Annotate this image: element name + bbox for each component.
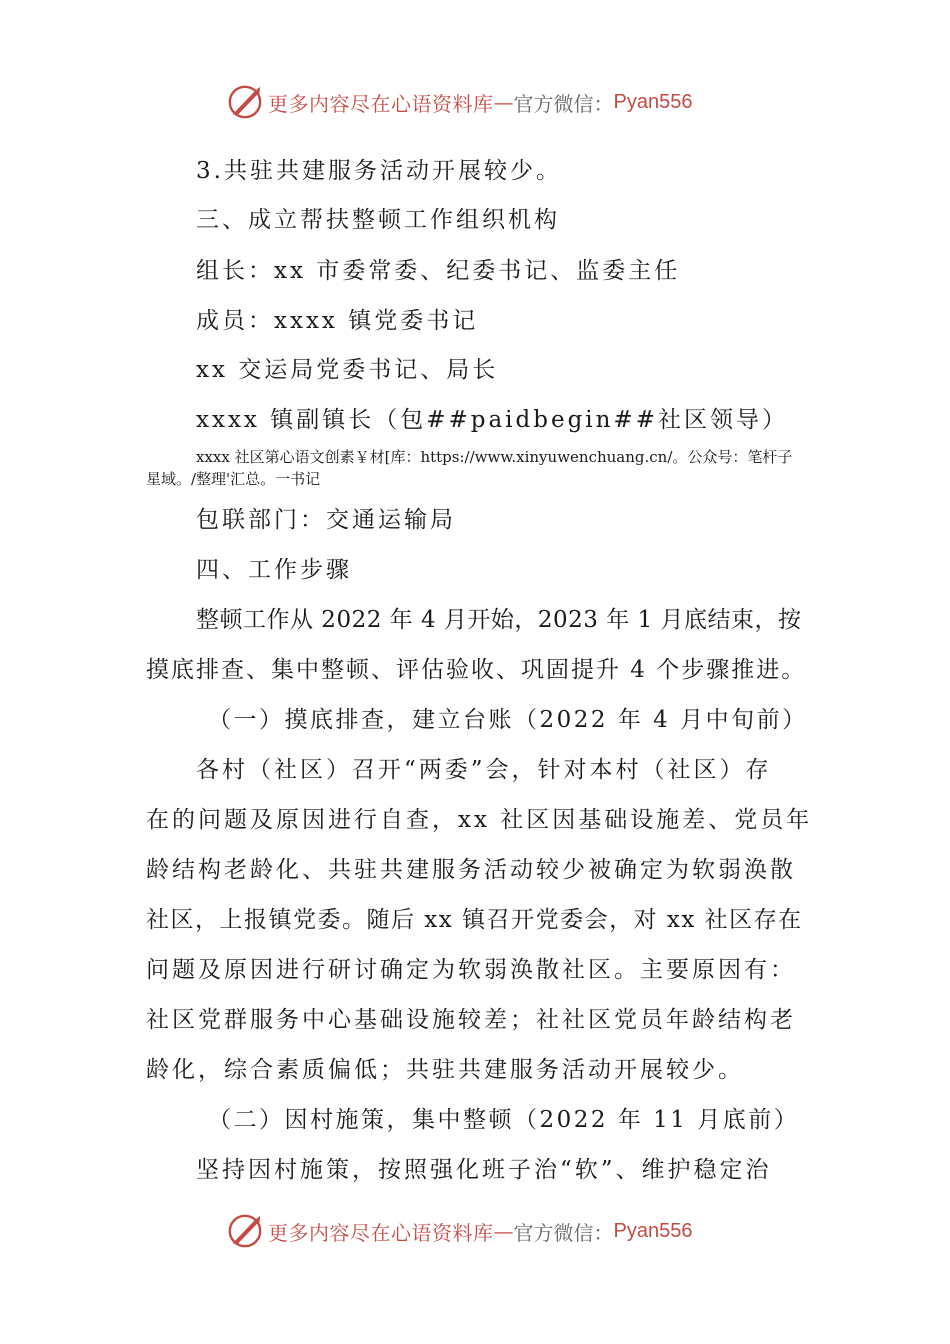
watermark-separator: — (493, 90, 514, 114)
section-heading: 三、成立帮扶整顿工作组织机构 (196, 207, 560, 233)
watermark-wechat-id: Pyan556 (613, 90, 693, 113)
watermark-text: 更多内容尽在心语资料库 (268, 91, 494, 116)
paragraph-line: 问题及原因进行研讨确定为软弱涣散社区。主要原因有： (146, 957, 796, 983)
watermark-banner-bottom (226, 1211, 746, 1251)
subsection-heading: （二）因村施策，集中整顿（2022 年 11 月底前） (208, 1107, 800, 1133)
paragraph-line: 坚持因村施策，按照强化班子治“软”、维护稳定治 (196, 1157, 772, 1183)
quill-logo-icon (226, 1212, 264, 1250)
paragraph-line: 社区党群服务中心基础设施较差；社社区党员年龄结构老 (146, 1007, 796, 1033)
watermark-wechat-label: 官方微信： (513, 1220, 614, 1245)
watermark-banner-top (226, 82, 746, 122)
watermark-wechat-label: 官方微信： (513, 91, 614, 116)
section-heading: 四、工作步骤 (196, 557, 352, 583)
text-line: xxxx 镇副镇长（包##paidbegin##社区领导） (196, 407, 789, 433)
text-line: 3.共驻共建服务活动开展较少。 (196, 158, 562, 184)
text-line: 包联部门：交通运输局 (196, 507, 456, 533)
text-line: xx 交运局党委书记、局长 (196, 357, 499, 383)
source-note-line: 星域。/整理'汇总。一书记 (146, 470, 321, 488)
subsection-heading: （一）摸底排查，建立台账（2022 年 4 月中旬前） (208, 707, 808, 733)
paragraph-line: 摸底排查、集中整顿、评估验收、巩固提升 4 个步骤推进。 (146, 657, 807, 683)
quill-logo-icon (226, 83, 264, 121)
paragraph-line: 社区，上报镇党委。随后 xx 镇召开党委会，对 xx 社区存在 (146, 907, 803, 933)
paragraph-line: 在的问题及原因进行自查，xx 社区因基础设施差、党员年 (146, 807, 813, 833)
paragraph-line: 各村（社区）召开“两委”会，针对本村（社区）存 (196, 757, 772, 783)
paragraph-line: 整顿工作从 2022 年 4 月开始，2023 年 1 月底结束，按 (196, 607, 802, 633)
watermark-text: 更多内容尽在心语资料库 (268, 1220, 494, 1245)
text-line: 组长：xx 市委常委、纪委书记、监委主任 (196, 258, 681, 284)
source-note-line: xxxx 社区第心语文创素￥材[库：https://www.xinyuwenchuang.cn/。公众号：笔杆子 (196, 448, 793, 466)
paragraph-line: 龄结构老龄化、共驻共建服务活动较少被确定为软弱涣散 (146, 857, 796, 883)
paragraph-line: 龄化，综合素质偏低；共驻共建服务活动开展较少。 (146, 1057, 744, 1083)
watermark-wechat-id: Pyan556 (613, 1219, 693, 1242)
text-line: 成员：xxxx 镇党委书记 (196, 308, 479, 334)
watermark-separator: — (493, 1219, 514, 1243)
